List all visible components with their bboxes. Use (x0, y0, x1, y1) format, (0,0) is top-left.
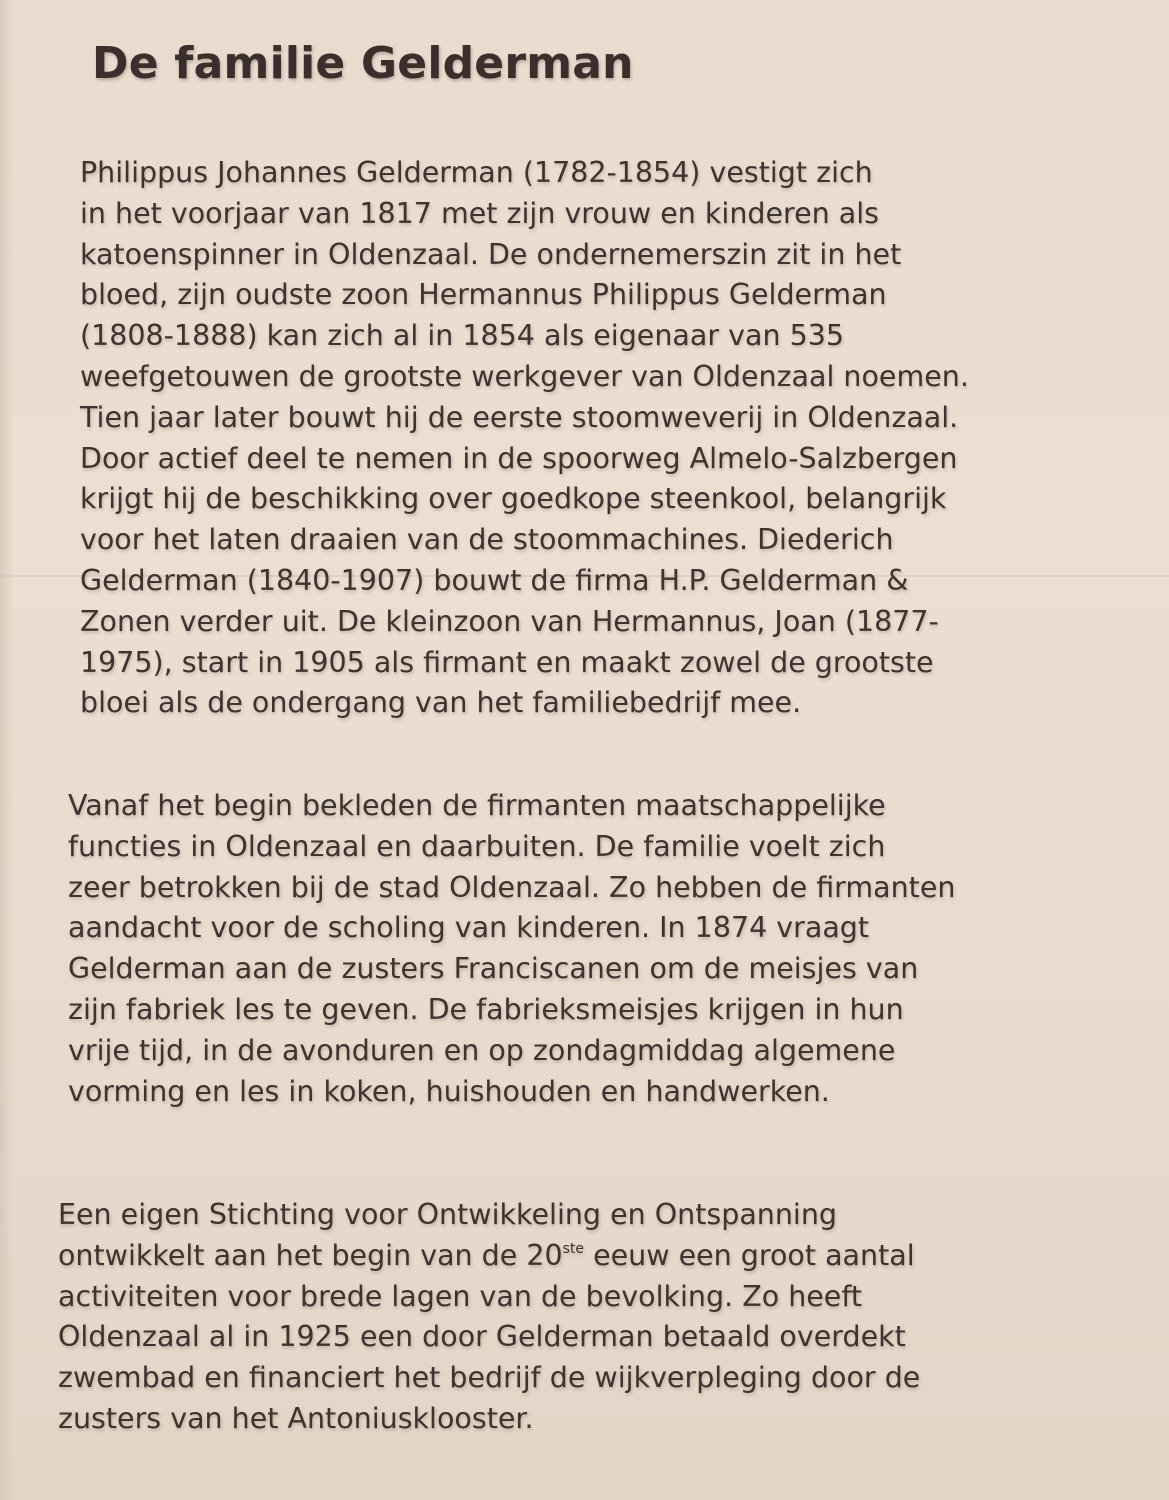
paragraph-line: aandacht voor de scholing van kinderen. In 1874 vraagt (68, 911, 870, 945)
line-text: ontwikkelt aan het begin van de 20 (58, 1238, 563, 1272)
paragraph-line: Gelderman aan de zusters Franciscanen om de meisjes van (68, 952, 919, 986)
paragraph-3 (58, 1195, 920, 1440)
paragraph-line: krijgt hij de beschikking over goedkope steenkool, belangrijk (80, 482, 947, 516)
ordinal-superscript: ste (562, 1240, 585, 1257)
paragraph-line: katoenspinner in Oldenzaal. De ondernemerszin zit in het (80, 237, 902, 271)
paragraph-line: Vanaf het begin bekleden de firmanten maatschappelijke (68, 789, 886, 822)
paragraph-line: Tien jaar later bouwt hij de eerste stoomweverij in Oldenzaal. (80, 400, 959, 434)
paragraph-line: vrije tijd, in de avonduren en op zondagmiddag algemene (68, 1033, 896, 1067)
paragraph-line: zijn fabriek les te geven. De fabrieksmeisjes krijgen in hun (68, 992, 904, 1026)
paragraph-line: Zonen verder uit. De kleinzoon van Hermannus, Joan (1877- (80, 604, 939, 638)
paragraph-line: bloei als de ondergang van het familiebedrijf mee. (80, 686, 802, 720)
paragraph-line: 1975), start in 1905 als firmant en maakt zowel de grootste (80, 645, 934, 679)
line-text: eeuw een groot aantal (584, 1238, 915, 1272)
panel-edge-shadow (0, 0, 14, 1500)
paragraph-line: (1808-1888) kan zich al in 1854 als eigenaar van 535 (80, 319, 844, 353)
paragraph-line: zeer betrokken bij de stad Oldenzaal. Zo hebben de firmanten (68, 870, 956, 904)
paragraph-1 (80, 153, 969, 724)
page-title: De familie Gelderman (92, 38, 634, 89)
paragraph-line: in het voorjaar van 1817 met zijn vrouw en kinderen als (80, 196, 880, 230)
paragraph-2 (68, 786, 955, 1112)
paragraph-line: activiteiten voor brede lagen van de bevolking. Zo heeft (58, 1279, 863, 1313)
paragraph-line: Philippus Johannes Gelderman (1782-1854) vestigt zich (80, 156, 873, 189)
paragraph-line: vorming en les in koken, huishouden en handwerken. (68, 1074, 830, 1108)
paragraph-line: Gelderman (1840-1907) bouwt de firma H.P. Gelderman & (80, 563, 909, 597)
paragraph-line: zwembad en financiert het bedrijf de wijkverpleging door de (58, 1361, 921, 1395)
paragraph-line-with-superscript (58, 1236, 920, 1277)
paragraph-line: zusters van het Antoniusklooster. (58, 1401, 534, 1435)
paragraph-line: Een eigen Stichting voor Ontwikkeling en Ontspanning (58, 1198, 838, 1231)
paragraph-line: Door actief deel te nemen in de spoorweg Almelo-Salzbergen (80, 441, 958, 475)
paragraph-line: voor het laten draaien van de stoommachines. Diederich (80, 523, 894, 557)
paragraph-line: bloed, zijn oudste zoon Hermannus Philippus Gelderman (80, 278, 887, 312)
paragraph-line: functies in Oldenzaal en daarbuiten. De familie voelt zich (68, 829, 886, 863)
paragraph-line: Oldenzaal al in 1925 een door Gelderman betaald overdekt (58, 1320, 906, 1354)
paragraph-line: weefgetouwen de grootste werkgever van Oldenzaal noemen. (80, 359, 969, 393)
